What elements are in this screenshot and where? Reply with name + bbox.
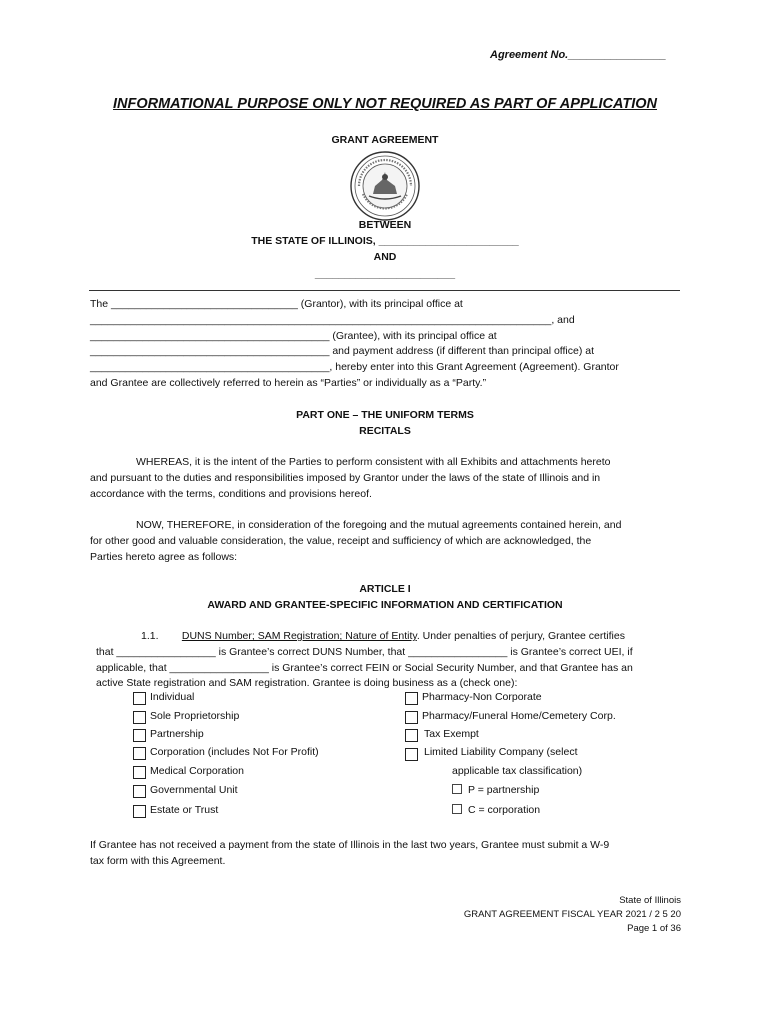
- disclaimer-heading: INFORMATIONAL PURPOSE ONLY NOT REQUIRED AS PART OF APPLICATION: [112, 96, 658, 112]
- option-label: Sole Proprietorship: [150, 710, 240, 722]
- section-line: that _________________ is Grantee’s correct DUNS Number, that _________________ is Grantee’s correct UEI, if: [96, 645, 633, 658]
- checkbox-pharmacy-non-corporate[interactable]: [405, 692, 418, 705]
- option-label: Medical Corporation: [150, 765, 244, 777]
- option-label: Tax Exempt: [424, 728, 479, 740]
- section-1-1: [96, 629, 688, 692]
- checkbox-sole-proprietorship[interactable]: [133, 711, 146, 724]
- checkbox-medical-corporation[interactable]: [133, 766, 146, 779]
- section-1-1-first-line: [96, 629, 688, 645]
- checkbox-estate-or-trust[interactable]: [133, 805, 146, 818]
- checkbox-governmental-unit[interactable]: [133, 785, 146, 798]
- now-therefore-line: for other good and valuable consideration, the value, receipt and sufficiency of which are acknowledged, the: [90, 534, 592, 547]
- llc-note: applicable tax classification): [452, 765, 583, 777]
- checkbox-corporation[interactable]: [133, 747, 146, 760]
- between-label: BETWEEN: [358, 219, 412, 231]
- parties-line: _________________________________________, hereby enter into this Grant Agreement (Agreement). Grantor: [90, 361, 619, 374]
- footer-page-number: Page 1 of 36: [627, 923, 681, 934]
- state-seal-icon: [349, 150, 421, 222]
- llc-option-corporation[interactable]: [452, 804, 540, 816]
- whereas-paragraph: [90, 455, 682, 502]
- option-label: Corporation (includes Not For Profit): [150, 746, 319, 758]
- parties-line: _________________________________________ (Grantee), with its principal office at: [90, 329, 497, 342]
- whereas-line: accordance with the terms, conditions and provisions hereof.: [90, 487, 372, 500]
- option-label: Partnership: [150, 728, 204, 740]
- parties-paragraph: [90, 297, 682, 392]
- now-therefore-line: NOW, THEREFORE, in consideration of the foregoing and the mutual agreements contained herein, and: [136, 519, 622, 531]
- recitals-heading: RECITALS: [359, 425, 411, 437]
- header-divider: [89, 290, 680, 291]
- w9-line: tax form with this Agreement.: [90, 854, 226, 867]
- grantee-name-blank: ________________________: [314, 268, 456, 280]
- parties-line: _________________________________________ and payment address (if different than principal office) at: [90, 345, 595, 358]
- option-label: Estate or Trust: [150, 804, 219, 816]
- section-line: applicable, that _________________ is Grantee’s correct FEIN or Social Security Number, and that Grantee has an: [96, 661, 633, 674]
- section-line: active State registration and SAM registration. Grantee is doing business as a (check one):: [96, 677, 518, 690]
- option-label: Governmental Unit: [150, 784, 238, 796]
- section-title: DUNS Number; SAM Registration; Nature of Entity: [181, 630, 417, 642]
- section-number: 1.1.: [141, 630, 159, 642]
- option-label: C = corporation: [468, 804, 541, 816]
- and-label: AND: [373, 251, 397, 263]
- parties-line: and Grantee are collectively referred to herein as “Parties” or individually as a “Party.”: [90, 376, 487, 389]
- option-label: Individual: [150, 691, 195, 703]
- agreement-number: Agreement No.________________: [490, 49, 667, 61]
- section-title-rest: . Under penalties of perjury, Grantee certifies: [416, 630, 625, 642]
- option-label: P = partnership: [468, 784, 540, 796]
- parties-line: The ________________________________ (Grantor), with its principal office at: [90, 298, 463, 310]
- article-heading: ARTICLE I: [359, 583, 411, 595]
- parties-line: _______________________________________________________________________________, and: [90, 313, 575, 326]
- state-of-illinois-line: THE STATE OF ILLINOIS, ________________________: [251, 235, 519, 247]
- checkbox-llc-partnership[interactable]: [452, 784, 462, 794]
- whereas-line: WHEREAS, it is the intent of the Parties to perform consistent with all Exhibits and attachments hereto: [136, 456, 611, 468]
- footer-state: State of Illinois: [619, 895, 681, 906]
- checkbox-individual[interactable]: [133, 692, 146, 705]
- now-therefore-line: Parties hereto agree as follows:: [90, 550, 238, 563]
- w9-line: If Grantee has not received a payment from the state of Illinois in the last two years, Grantee must submit a W-9: [90, 839, 610, 851]
- option-label: Pharmacy-Non Corporate: [422, 691, 542, 703]
- checkbox-llc-corporation[interactable]: [452, 804, 462, 814]
- footer-fiscal-year: GRANT AGREEMENT FISCAL YEAR 2021 / 2 5 20: [463, 909, 681, 920]
- article-subheading: AWARD AND GRANTEE-SPECIFIC INFORMATION AND CERTIFICATION: [207, 599, 563, 611]
- whereas-line: and pursuant to the duties and responsibilities imposed by Grantor under the laws of the state of Illinois and in: [90, 471, 601, 484]
- option-label: Pharmacy/Funeral Home/Cemetery Corp.: [422, 710, 616, 722]
- checkbox-partnership[interactable]: [133, 729, 146, 742]
- now-therefore-paragraph: [90, 518, 682, 565]
- option-label: Limited Liability Company (select: [424, 746, 578, 758]
- checkbox-pharmacy-funeral-home[interactable]: [405, 711, 418, 724]
- checkbox-tax-exempt[interactable]: [405, 729, 418, 742]
- checkbox-llc[interactable]: [405, 748, 418, 761]
- w9-paragraph: [90, 838, 682, 870]
- part-one-heading: PART ONE – THE UNIFORM TERMS: [296, 409, 474, 421]
- document-title: GRANT AGREEMENT: [331, 134, 439, 146]
- llc-option-partnership[interactable]: [452, 784, 539, 796]
